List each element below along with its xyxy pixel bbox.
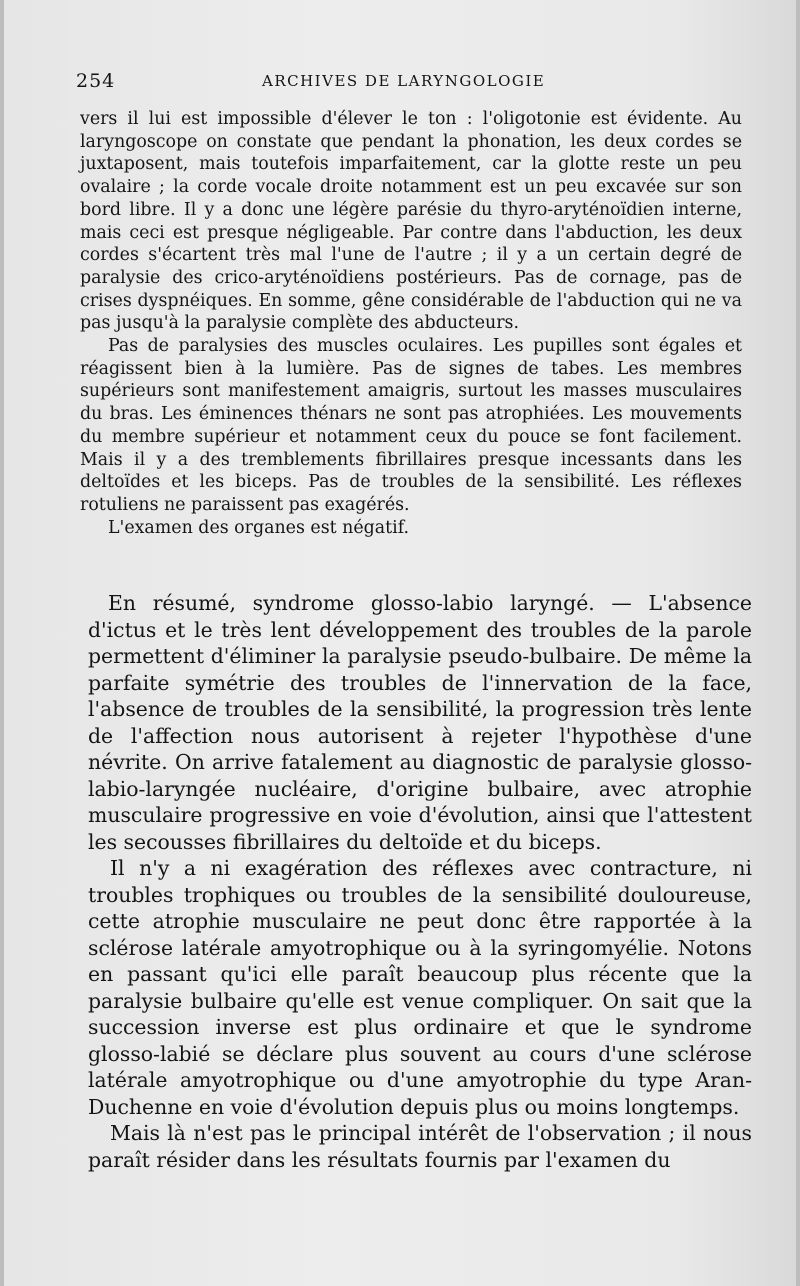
paragraph-organs: L'examen des organes est négatif.	[108, 517, 410, 538]
page-number: 254	[76, 70, 116, 92]
observation-notes	[80, 108, 742, 539]
paragraph-muscles: Pas de paralysies des muscles oculaires. Les pupilles sont égales et réagissent bien à la lumière. Pas de signes de tabes. Les membres supérieurs sont manifestement amaigris, surtout les masses musculaires du bras. Les éminences thénars ne sont pas atrophiées. Les mouvements du membre supérieur et notamment ceux du pouce se font facilement. Mais il y a des tremblements fibrillaires presque incessants dans les deltoïdes et les biceps. Pas de troubles de la sensibilité. Les réflexes rotuliens ne paraissent pas exagérés.	[80, 336, 742, 515]
paragraph-laryngoscope: vers il lui est impossible d'élever le ton : l'oligotonie est évidente. Au laryngoscope on constate que pendant la phonation, les deux cordes se juxtaposent, mais toutefois imparfaitement, car la glotte reste un peu ovalaire ; la corde vocale droite notamment est un peu excavée sur son bord libre. Il y a donc une légère parésie du thyro-aryténoïdien interne, mais ceci est presque négligeable. Par contre dans l'abduction, les deux cordes s'écartent très mal l'une de l'autre ; il y a un certain degré de paralysie des crico-aryténoïdiens postérieurs. Pas de cornage, pas de crises dyspnéiques. En somme, gêne considérable de l'abduction qui ne va pas jusqu'à la paralysie complète des abducteurs.	[80, 109, 742, 334]
book-page	[4, 0, 796, 1286]
page-header	[76, 70, 736, 100]
paragraph-interest: Mais là n'est pas le principal intérêt de l'observation ; il nous paraît résider dans les résultats fournis par l'examen du	[88, 1121, 752, 1172]
paragraph-summary: En résumé, syndrome glosso-labio laryngé. — L'absence d'ictus et le très lent développement des troubles de la parole permettent d'éliminer la paralysie pseudo-bulbaire. De même la parfaite symétrie des troubles de l'innervation de la face, l'absence de troubles de la sensibilité, la progression très lente de l'affection nous autorisent à rejeter l'hypothèse d'une névrite. On arrive fatalement au diagnostic de paralysie glosso-labio-laryngée nucléaire, d'origine bulbaire, avec atrophie musculaire progressive en voie d'évolution, ainsi que l'attestent les secousses fibrillaires du deltoïde et du biceps.	[88, 591, 752, 854]
running-title: ARCHIVES DE LARYNGOLOGIE	[262, 72, 546, 90]
paragraph-reflexes: Il n'y a ni exagération des réflexes avec contracture, ni troubles trophiques ou troubles de la sensibilité douloureuse, cette atrophie musculaire ne peut donc être rapportée à la sclérose latérale amyotrophique ou à la syringomyélie. Notons en passant qu'ici elle paraît beaucoup plus récente que la paralysie bulbaire qu'elle est venue compliquer. On sait que la succession inverse est plus ordinaire et que le syndrome glosso-labié se déclare plus souvent au cours d'une sclérose latérale amyotrophique ou d'une amyotrophie du type Aran-Duchenne en voie d'évolution depuis plus ou moins longtemps.	[88, 856, 752, 1119]
discussion-text	[88, 590, 752, 1173]
